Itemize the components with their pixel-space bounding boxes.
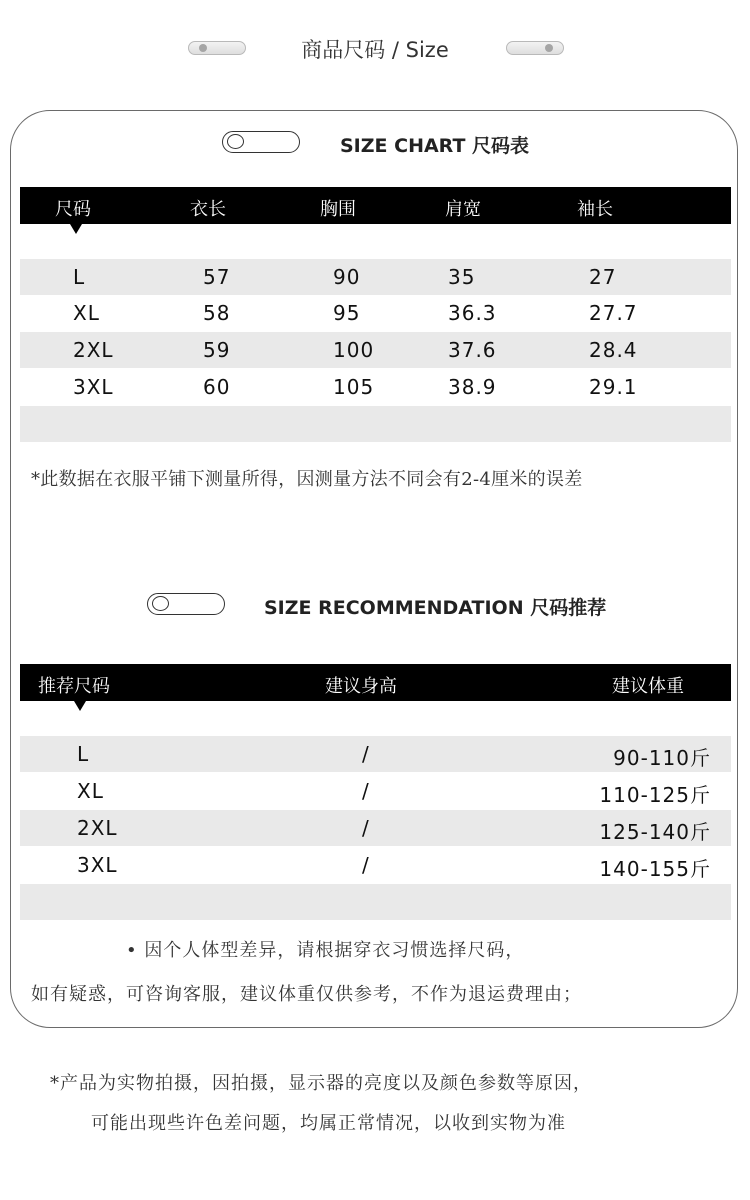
footer-note-line1: *产品为实物拍摄，因拍摄，显示器的亮度以及颜色参数等原因， bbox=[50, 1073, 592, 1094]
cell: 27.7 bbox=[589, 301, 638, 325]
size-chart-title: SIZE CHART 尺码表 bbox=[340, 135, 530, 157]
cell: / bbox=[362, 742, 370, 766]
cell: 3XL bbox=[73, 375, 114, 399]
cell: 57 bbox=[203, 265, 231, 289]
col-chest: 胸围 bbox=[320, 199, 356, 220]
cell: XL bbox=[77, 779, 104, 803]
table-filler-row bbox=[20, 884, 731, 920]
page-title: 商品尺码 / Size bbox=[301, 38, 449, 62]
recommendation-note-line1: • 因个人体型差异，请根据穿衣习惯选择尺码， bbox=[126, 940, 525, 961]
col-sleeve: 袖长 bbox=[577, 199, 613, 220]
cell: 100 bbox=[333, 338, 375, 362]
cell: L bbox=[73, 265, 86, 289]
col-recommended-weight: 建议体重 bbox=[612, 676, 684, 697]
recommendation-title: SIZE RECOMMENDATION 尺码推荐 bbox=[264, 597, 607, 619]
toggle-icon bbox=[222, 131, 300, 153]
measurement-note: *此数据在衣服平铺下测量所得，因测量方法不同会有2-4厘米的误差 bbox=[31, 469, 583, 490]
cell: / bbox=[362, 816, 370, 840]
header-pointer-icon bbox=[70, 224, 82, 234]
cell: 58 bbox=[203, 301, 231, 325]
table-row bbox=[20, 332, 731, 368]
cell: L bbox=[77, 742, 90, 766]
footer-note-line2: 可能出现些许色差问题，均属正常情况，以收到实物为准 bbox=[91, 1113, 566, 1134]
cell: 2XL bbox=[73, 338, 114, 362]
table-row bbox=[20, 369, 731, 405]
cell: 90-110斤 bbox=[613, 746, 711, 770]
cell: 29.1 bbox=[589, 375, 638, 399]
cell: 3XL bbox=[77, 853, 118, 877]
cell: 38.9 bbox=[448, 375, 497, 399]
table-row bbox=[20, 810, 731, 846]
toggle-icon bbox=[147, 593, 225, 615]
table-row bbox=[20, 259, 731, 295]
cell: 28.4 bbox=[589, 338, 638, 362]
cell: 35 bbox=[448, 265, 476, 289]
recommendation-note-line2: 如有疑惑，可咨询客服，建议体重仅供参考，不作为退运费理由； bbox=[31, 984, 582, 1005]
right-pill-decoration bbox=[506, 41, 564, 55]
cell: / bbox=[362, 853, 370, 877]
cell: 60 bbox=[203, 375, 231, 399]
cell: 27 bbox=[589, 265, 617, 289]
col-length: 衣长 bbox=[190, 199, 226, 220]
col-shoulder: 肩宽 bbox=[445, 199, 481, 220]
col-recommended-size: 推荐尺码 bbox=[38, 676, 110, 697]
col-recommended-height: 建议身高 bbox=[325, 676, 397, 697]
col-size: 尺码 bbox=[55, 199, 91, 220]
cell: 105 bbox=[333, 375, 375, 399]
cell: XL bbox=[73, 301, 100, 325]
cell: 37.6 bbox=[448, 338, 497, 362]
table-row bbox=[20, 295, 731, 331]
recommendation-header bbox=[20, 664, 731, 701]
table-row bbox=[20, 736, 731, 772]
cell: 140-155斤 bbox=[599, 857, 711, 881]
size-chart-header bbox=[20, 187, 731, 224]
cell: / bbox=[362, 779, 370, 803]
table-row bbox=[20, 847, 731, 883]
cell: 59 bbox=[203, 338, 231, 362]
cell: 2XL bbox=[77, 816, 118, 840]
cell: 95 bbox=[333, 301, 361, 325]
cell: 125-140斤 bbox=[599, 820, 711, 844]
cell: 36.3 bbox=[448, 301, 497, 325]
table-filler-row bbox=[20, 406, 731, 442]
table-row bbox=[20, 773, 731, 809]
header-pointer-icon bbox=[74, 701, 86, 711]
cell: 110-125斤 bbox=[599, 783, 711, 807]
cell: 90 bbox=[333, 265, 361, 289]
